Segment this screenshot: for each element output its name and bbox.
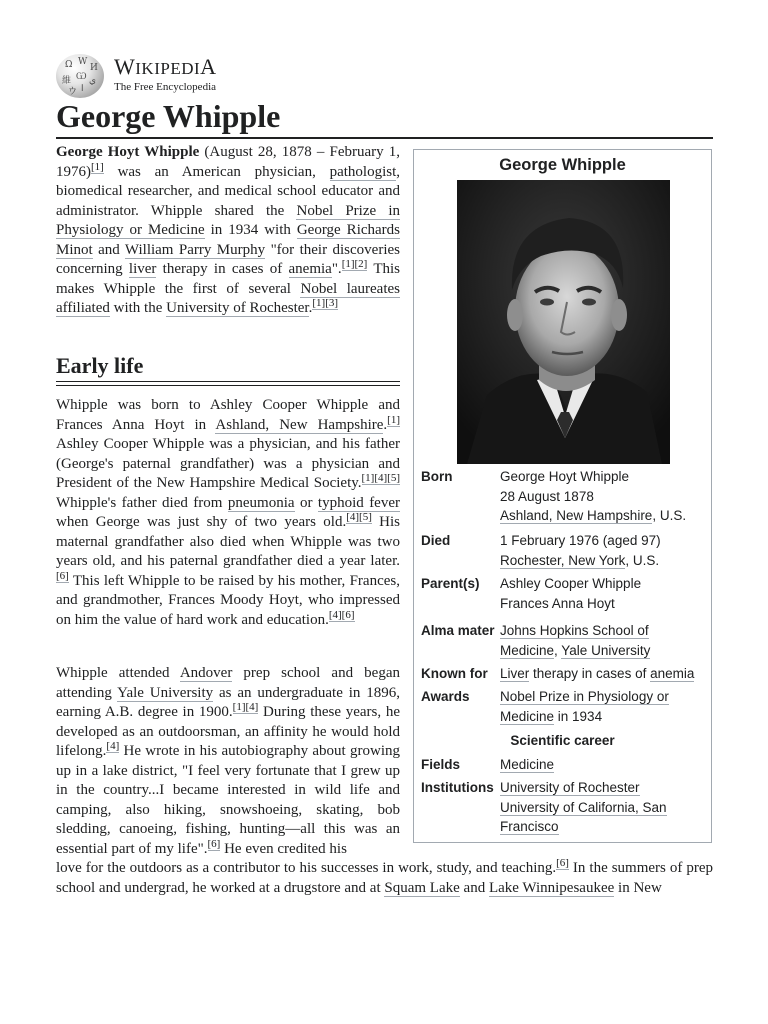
reference-link[interactable]: [1] xyxy=(312,297,326,309)
reference-link[interactable]: [5] xyxy=(387,472,400,484)
infobox-label-known-for: Known for xyxy=(421,666,488,681)
reference-link[interactable]: [4] xyxy=(346,511,360,523)
wikipedia-wordmark[interactable] xyxy=(114,56,217,94)
reference-link[interactable]: [1] xyxy=(232,701,246,713)
link-liver-infobox[interactable]: Liver xyxy=(500,666,530,681)
wordmark-name: WIKIPEDIA xyxy=(114,54,217,79)
early-life-paragraph-1: Whipple was born to Ashley Cooper Whipple and Frances Anna Hoyt in Ashland, New Hampshire.[1] Ashley Cooper Whipple was a physician, and his father (George's paternal grandfather) was a physician and President of the New Hampshire Medical Society.[1][4][5] Whipple's father died from pneumonia or typhoid fever when George was just shy of two years old.[4][5] His maternal grandfather also died when Whipple was two years old, and his paternal grandfather died a year later.[6] This left Whipple to be raised by his mother, Frances, and grandmother, Frances Moody Hoyt, who impressed on him the value of hard work and education.[4][6] xyxy=(56,397,401,628)
infobox-section-scientific-career: Scientific career xyxy=(510,733,615,748)
link-yale-university[interactable]: Yale University xyxy=(117,684,214,701)
link-lake-winnipesaukee[interactable]: Lake Winnipesaukee xyxy=(488,879,615,896)
early-life-paragraph-2-continued: love for the outdoors as a contributor to his successes in work, study, and teaching.[6] In the summers of prep school and undergrad, he worked at a drugstore and at Squam Lake and Lake Winnipesaukee in New xyxy=(56,857,713,896)
link-anemia[interactable]: anemia xyxy=(288,261,332,277)
reference-link[interactable]: [5] xyxy=(359,511,372,523)
link-rochester-new-york[interactable]: Rochester, New York xyxy=(500,552,626,568)
infobox-value-alma-mater: Johns Hopkins School of Medicine, Yale University xyxy=(500,623,651,658)
reference-link[interactable]: [4] xyxy=(374,472,388,484)
infobox-title: George Whipple xyxy=(499,156,626,174)
link-university-of-rochester[interactable]: University of Rochester xyxy=(166,300,309,316)
infobox-label-parents: Parent(s) xyxy=(421,576,480,591)
reference-link[interactable]: [6] xyxy=(556,857,569,869)
infobox-value-institutions xyxy=(500,778,705,837)
portrait-image xyxy=(457,180,670,464)
reference-link[interactable]: [6] xyxy=(341,608,355,621)
link-anemia-infobox[interactable]: anemia xyxy=(650,666,695,681)
reference-link[interactable]: [1] xyxy=(387,413,400,426)
link-ashland-new-hampshire[interactable]: Ashland, New Hampshire xyxy=(500,508,653,523)
infobox-value-known-for: Liver therapy in cases of anemia xyxy=(500,666,695,681)
portrait-photo[interactable] xyxy=(457,180,670,464)
link-pathologist[interactable]: pathologist xyxy=(329,163,397,180)
infobox-label-alma-mater: Alma mater xyxy=(421,623,495,638)
link-typhoid-fever[interactable]: typhoid fever xyxy=(317,494,400,511)
page-title: George Whipple xyxy=(56,98,281,134)
link-nobel-laureates[interactable]: Nobel laureates affiliated xyxy=(56,280,400,316)
link-ashland[interactable]: Ashland, New Hampshire xyxy=(215,416,384,433)
link-andover[interactable]: Andover xyxy=(179,665,233,681)
reference-link[interactable]: [6] xyxy=(207,837,221,850)
link-squam-lake[interactable]: Squam Lake xyxy=(384,879,460,896)
link-nobel-prize[interactable]: Nobel Prize in Physiology or Medicine xyxy=(56,202,400,238)
reference-link[interactable]: [4] xyxy=(328,608,342,621)
reference-link[interactable]: [4] xyxy=(245,701,259,713)
link-ucsf[interactable]: University of California, San Francisco xyxy=(500,799,667,834)
early-life-paragraph-2: Whipple attended Andover prep school and began attending Yale University as an undergraduate in 1896, earning A.B. degree in 1900.[1][4] During these years, he developed as an outdoorsman, an affinity he would hold lifelong.[4] He wrote in his autobiography about growing up in a lake district, "I feel very fortunate that I grew up in the country...I became interested in wild life and camping, also hiking, snowshoeing, skating, bob sledding, canoeing, fishing, hunting—all this was an essential part of my life".[6] He even credited his xyxy=(56,665,400,857)
reference-link[interactable]: [1] xyxy=(341,258,355,270)
infobox-value-awards: Nobel Prize in Physiology or Medicine in 1934 xyxy=(500,689,669,724)
link-medicine[interactable]: Medicine xyxy=(500,757,555,772)
infobox-value-parents: Ashley Cooper Whipple Frances Anna Hoyt xyxy=(500,576,642,611)
infobox-label-fields: Fields xyxy=(421,757,461,772)
wordmark-tagline: The Free Encyclopedia xyxy=(114,81,217,93)
intro-paragraph: George Hoyt Whipple (August 28, 1878 – February 1, 1976)[1] was an American physician, pathologist, biomedical researcher, and medical school educator and administrator. Whipple shared the Nobel Prize in Physiology or Medicine in 1934 with George Richards Minot and William Parry Murphy "for their discoveries concerning liver therapy in cases of anemia".[1][2] This makes Whipple the first of several Nobel laureates affiliated with the University of Rochester.[1][3] xyxy=(56,144,401,316)
reference-link[interactable]: [4] xyxy=(106,740,120,752)
link-yale[interactable]: Yale University xyxy=(561,642,651,658)
infobox-value-died: 1 February 1976 (aged 97) Rochester, New York, U.S. xyxy=(500,533,661,568)
article-subject: George Hoyt Whipple xyxy=(56,144,200,160)
infobox-label-institutions: Institutions xyxy=(421,780,494,795)
link-nobel-prize-infobox[interactable]: Nobel Prize in Physiology or Medicine xyxy=(500,689,669,724)
link-liver[interactable]: liver xyxy=(128,261,157,277)
section-divider xyxy=(56,381,400,386)
reference-link[interactable]: [1] xyxy=(361,472,375,484)
infobox-label-born: Born xyxy=(421,469,453,484)
reference-link[interactable]: [3] xyxy=(325,297,339,309)
infobox xyxy=(413,149,712,843)
link-william-murphy[interactable]: William Parry Murphy xyxy=(124,241,266,258)
link-pneumonia[interactable]: pneumonia xyxy=(227,494,295,511)
wikipedia-globe-logo[interactable]: Ω W И 維 Ѡ ي ウ ا xyxy=(56,54,104,98)
link-johns-hopkins[interactable]: Johns Hopkins School of Medicine xyxy=(500,623,649,658)
section-heading-early-life: Early life xyxy=(56,353,144,378)
infobox-value-fields xyxy=(500,755,705,775)
reference-link[interactable]: [6] xyxy=(56,569,69,582)
infobox-value-born: George Hoyt Whipple 28 August 1878 Ashland, New Hampshire, U.S. xyxy=(500,469,687,523)
infobox-label-awards: Awards xyxy=(421,689,470,704)
infobox-label-died: Died xyxy=(421,533,451,548)
reference-link[interactable]: [1] xyxy=(91,160,104,173)
link-university-of-rochester-infobox[interactable]: University of Rochester xyxy=(500,780,640,795)
link-george-minot[interactable]: George Richards Minot xyxy=(56,222,401,258)
reference-link[interactable]: [2] xyxy=(354,258,368,270)
title-divider xyxy=(56,137,713,139)
